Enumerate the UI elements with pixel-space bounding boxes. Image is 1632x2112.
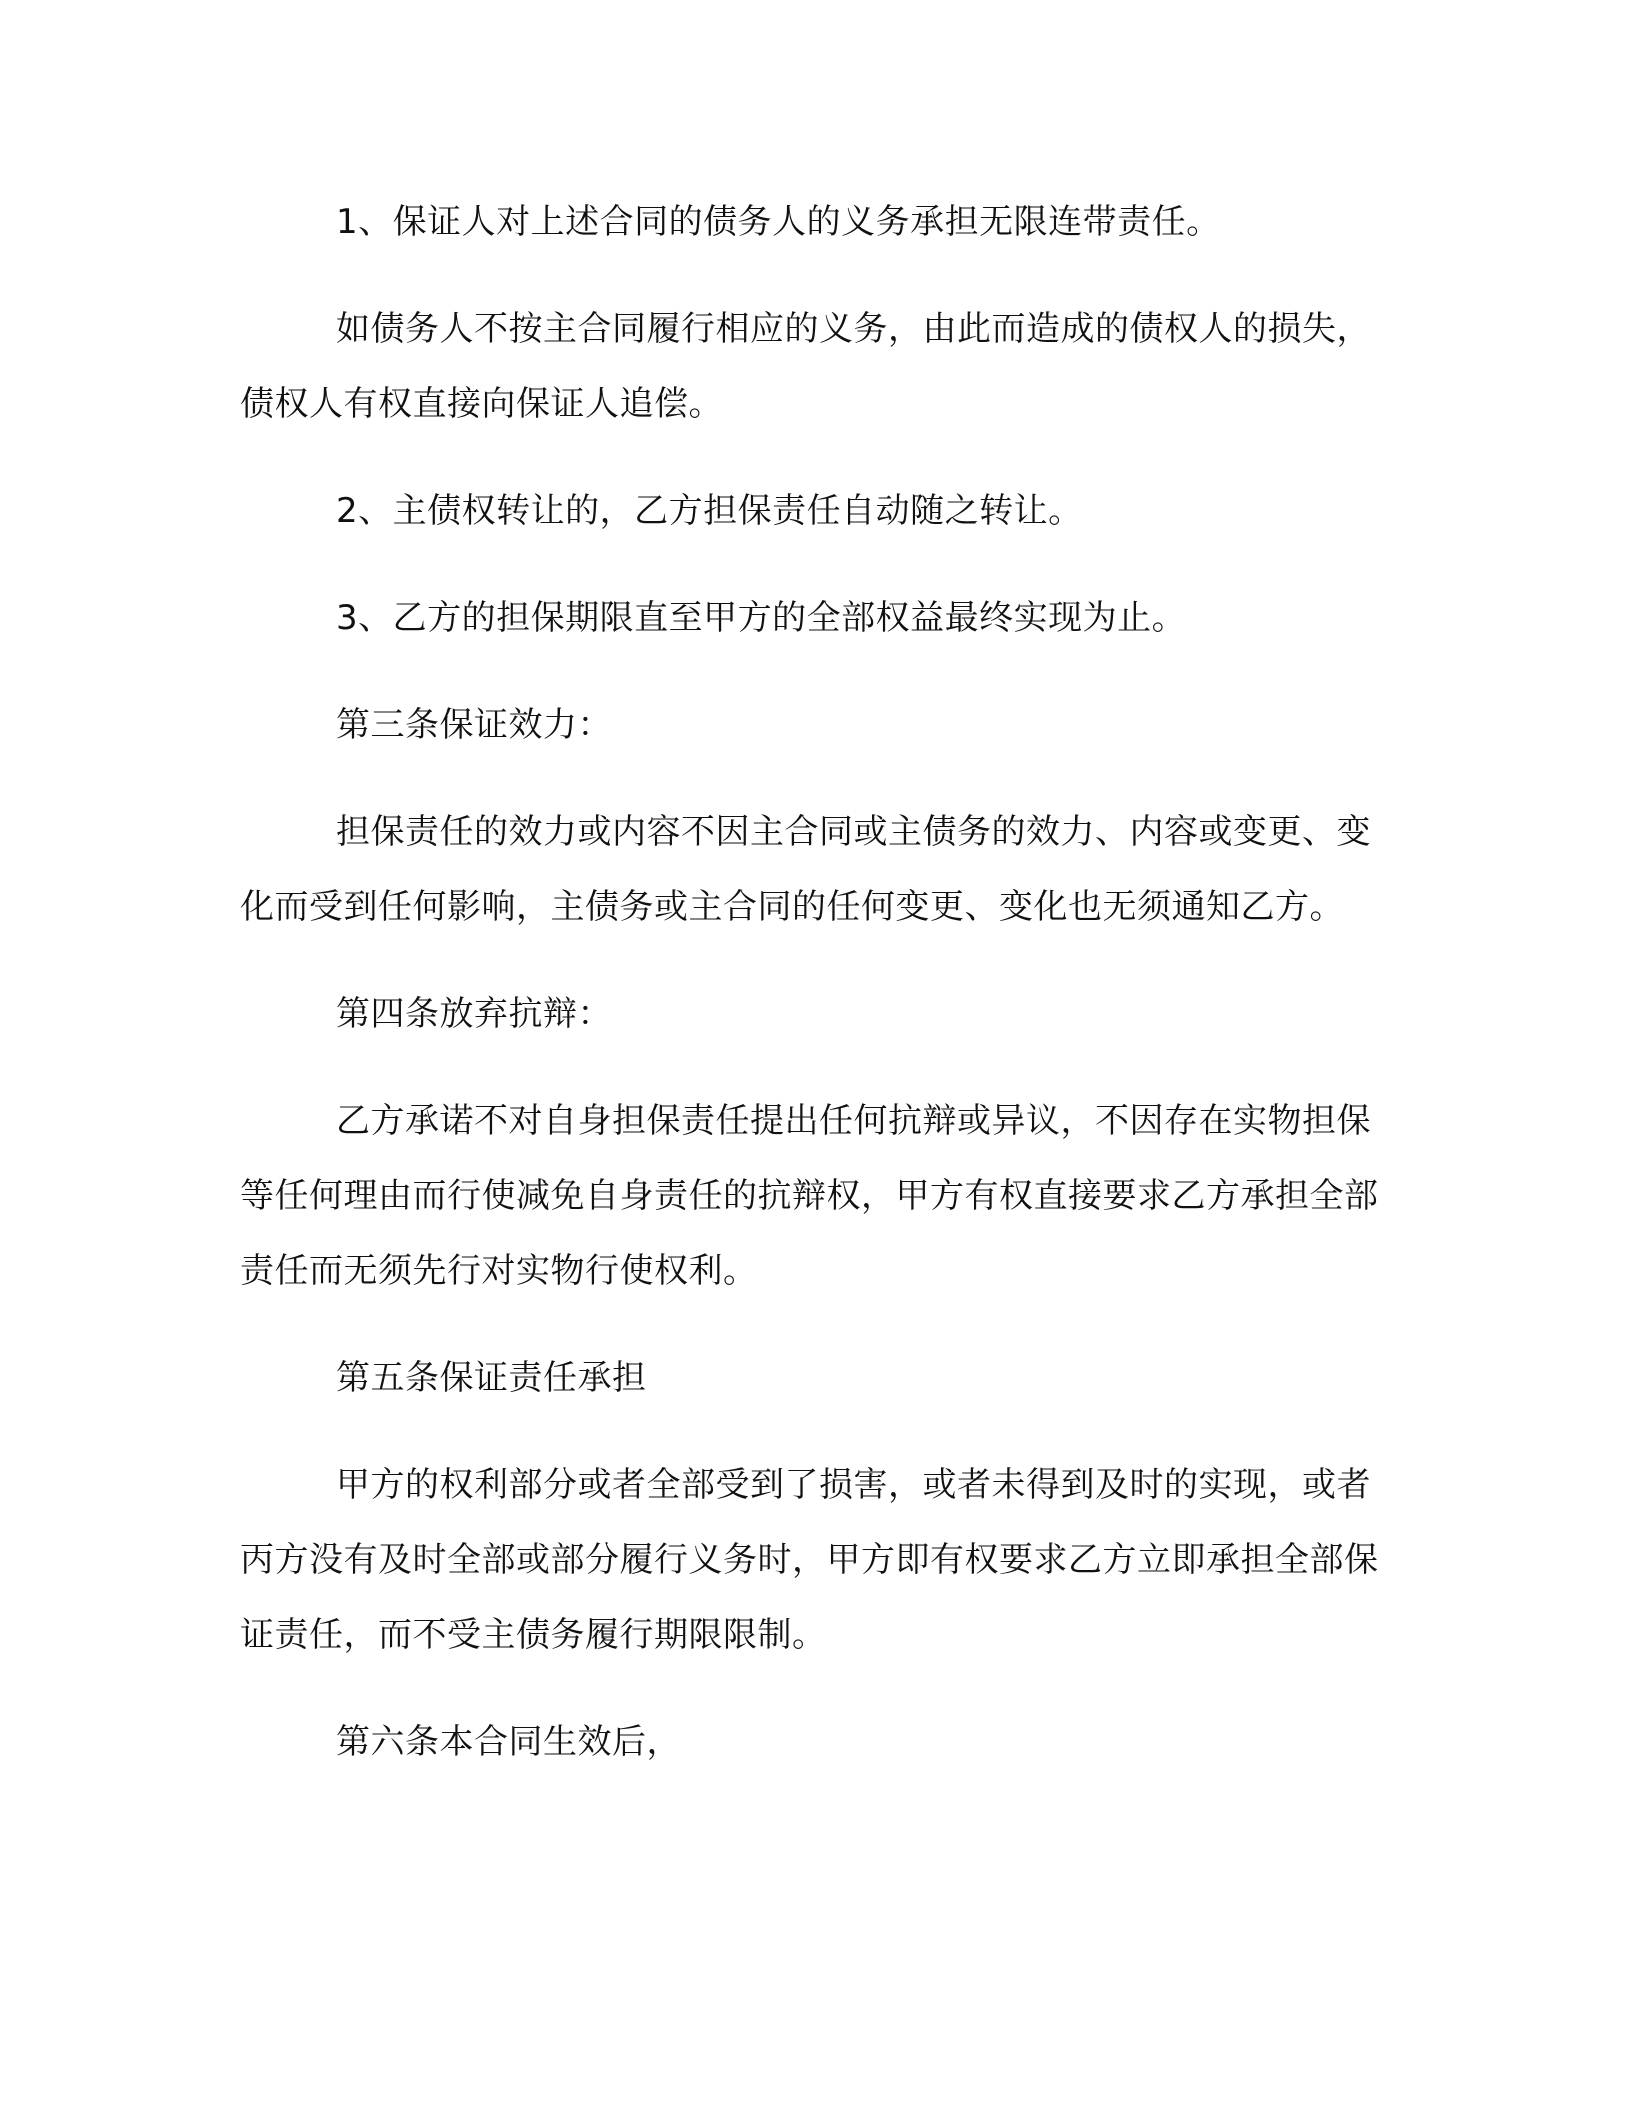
document-body (240, 185, 1400, 1780)
heading-article-five: 第五条保证责任承担 (336, 1358, 647, 1398)
heading-article-four: 第四条放弃抗辩： (336, 994, 612, 1034)
paragraph-liability-assumption: 甲方的权利部分或者全部受到了损害，或者未得到及时的实现，或者丙方没有及时全部或部分履行义务时，甲方即有权要求乙方立即承担全部保证责任，而不受主债务履行期限限制。 (240, 1465, 1379, 1655)
paragraph-guarantee-period: 3、乙方的担保期限直至甲方的全部权益最终实现为止。 (336, 598, 1187, 638)
paragraph-waiver-defense: 乙方承诺不对自身担保责任提出任何抗辩或异议，不因存在实物担保等任何理由而行使减免自身责任的抗辩权，甲方有权直接要求乙方承担全部责任而无须先行对实物行使权利。 (240, 1101, 1379, 1291)
paragraph-debtor-default: 如债务人不按主合同履行相应的义务，由此而造成的债权人的损失，债权人有权直接向保证人追偿。 (240, 309, 1371, 424)
heading-article-six: 第六条本合同生效后， (336, 1722, 681, 1762)
paragraph-transfer-clause: 2、主债权转让的，乙方担保责任自动随之转让。 (336, 491, 1083, 531)
heading-article-three: 第三条保证效力： (336, 705, 612, 745)
paragraph-liability-clause: 1、保证人对上述合同的债务人的义务承担无限连带责任。 (336, 202, 1221, 242)
paragraph-guarantee-effect: 担保责任的效力或内容不因主合同或主债务的效力、内容或变更、变化而受到任何影响，主债务或主合同的任何变更、变化也无须通知乙方。 (240, 812, 1371, 927)
